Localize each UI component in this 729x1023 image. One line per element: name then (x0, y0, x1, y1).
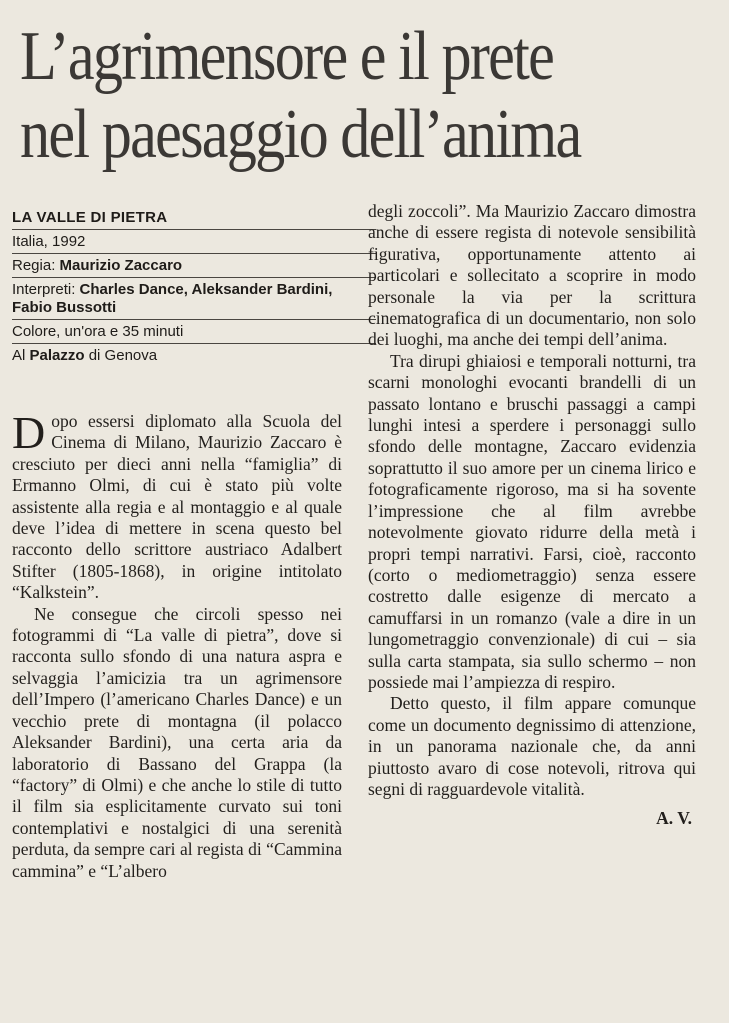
film-venue (12, 344, 376, 367)
article-paragraph-1 (12, 407, 342, 604)
film-cast (12, 278, 376, 320)
film-format: Colore, un'ora e 35 minuti (12, 320, 376, 344)
article-paragraph-4: Detto questo, il film appare comunque come un documento degnissimo di attenzione, in un panorama nazionale che, da anni piuttosto avaro di cose notevoli, ritrova qui segni di ragguardevole vitalità. (368, 693, 696, 799)
director-name: Maurizio Zaccaro (59, 257, 183, 274)
article-paragraph-2: Ne consegue che circoli spesso nei fotogrammi di “La valle di pietra”, dove si racconta sullo sfondo di una natura aspra e selvaggia l’amicizia tra un agrimensore dell’Impero (l’americano Charles Dance) e un vecchio prete di montagna (il polacco Aleksander Bardini), una certa aria da laboratorio di Bassano del Grappa (la “factory” di Olmi) e che anche lo stile di tutto il film sia esplicitamente curvato sui toni contemplativi e nostalgici di una serenità perduta, da sempre cari al regista di “Cammina cammina” e “L’albero (12, 603, 342, 881)
film-title: LA VALLE DI PIETRA (12, 206, 376, 230)
drop-cap: D (12, 407, 46, 458)
paragraph-1-text: opo essersi diplomato alla Scuola del Cinema di Milano, Maurizio Zaccaro è cresciuto per dieci anni nella “famiglia” di Ermanno Olmi, di cui è stato più volte assistente alla regia e al montaggio e al quale deve l’idea di mettere in scena questo bel racconto dello scrittore austriaco Adalbert Stifter (1805-1868), in origine intitolato “Kalkstein”. (12, 411, 342, 603)
headline-line-1: L’agrimensore e il prete (20, 18, 554, 95)
film-country-year: Italia, 1992 (12, 230, 376, 254)
venue-suffix: di Genova (88, 347, 158, 364)
venue-name: Palazzo (29, 347, 85, 364)
cast-names: Charles Dance, Aleksander Bardini, Fabio Bussotti (12, 281, 333, 316)
film-director (12, 254, 376, 278)
venue-prefix: Al (12, 347, 26, 364)
article-column-left (12, 407, 342, 882)
article-paragraph-3: Tra dirupi ghiaiosi e temporali notturni, tra scarni monologhi evocanti brandelli di un passato lontano e bruschi passaggi a campi lunghi intesi a sperdere i personaggi sullo sfondo delle montagne, Zaccaro evidenzia soprattutto il suo amore per un cinema lirico e fotograficamente rigoroso, ma si ha sovente l’impressione che al film avrebbe notevolmente giovato ridurre della metà i propri tempi narrativi. Farsi, cioè, racconto (corto o mediometraggio) senza essere costretto dalle esigenze di mercato a camuffarsi in un romanzo (vale a dire in un lungometraggio convenzionale) di cui – sia sulla carta stampata, sia sullo schermo – non possiede mai l’ampiezza di respiro. (368, 350, 696, 692)
headline (20, 18, 613, 174)
director-label: Regia: (12, 257, 56, 274)
article-paragraph-2-continued: degli zoccoli”. Ma Maurizio Zaccaro dimostra anche di essere regista di notevole sensibilità figurativa, opportunamente attento ai particolari e sollecitato a scoprire in modo personale la via per la scrittura cinematografica di un documentario, non solo dei luoghi, ma anche dei tempi dell’anima. (368, 201, 696, 350)
article-column-right (368, 201, 696, 830)
film-info-box (12, 206, 376, 367)
headline-line-2: nel paesaggio dell’anima (20, 96, 581, 173)
cast-label: Interpreti: (12, 281, 76, 298)
author-signature: A. V. (656, 808, 692, 829)
